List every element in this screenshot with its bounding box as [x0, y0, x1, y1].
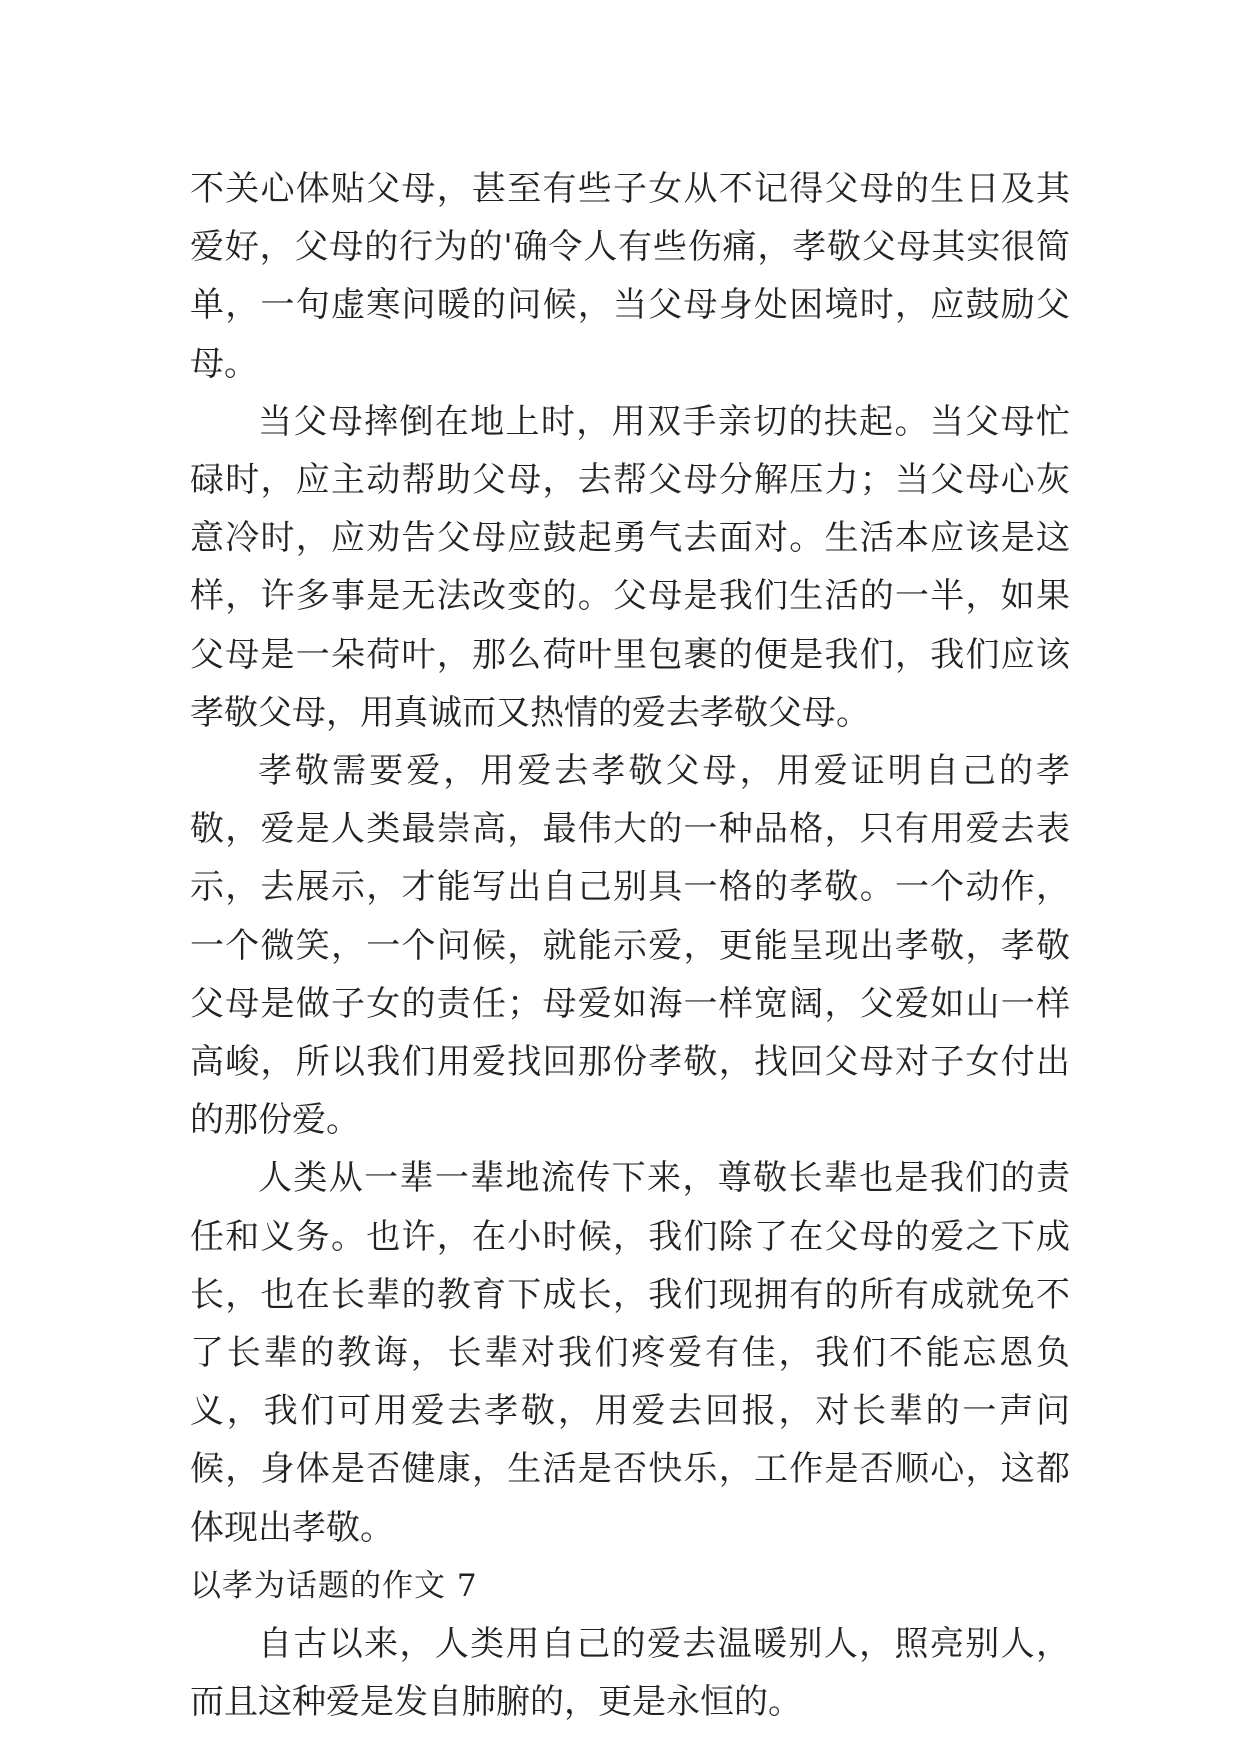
paragraph: 人类从一辈一辈地流传下来，尊敬长辈也是我们的责任和义务。也许，在小时候，我们除了在父母的爱之下成长，也在长辈的教育下成长，我们现拥有的所有成就免不了长辈的教诲，长辈对我们疼爱有佳，我们不能忘恩负义，我们可用爱去孝敬，用爱去回报，对长辈的一声问候，身体是否健康，生活是否快乐，工作是否顺心，这都体现出孝敬。	[190, 1158, 1070, 1548]
paragraph: 孝敬需要爱，用爱去孝敬父母，用爱证明自己的孝敬，爱是人类最崇高，最伟大的一种品格，只有用爱去表示，去展示，才能写出自己别具一格的孝敬。一个动作，一个微笑，一个问候，就能示爱，更能呈现出孝敬，孝敬父母是做子女的责任；母爱如海一样宽阔，父爱如山一样高峻，所以我们用爱找回那份孝敬，找回父母对子女付出的那份爱。	[190, 751, 1070, 1141]
section-title: 以孝为话题的作文 7	[190, 1567, 478, 1604]
document-body	[190, 160, 1070, 1731]
paragraph-continued: 不关心体贴父母，甚至有些子女从不记得父母的生日及其爱好，父母的行为的'确令人有些伤痛，孝敬父母其实很简单，一句虚寒问暖的问候，当父母身处困境时，应鼓励父母。	[190, 169, 1070, 384]
paragraph: 自古以来，人类用自己的爱去温暖别人，照亮别人，而且这种爱是发自肺腑的，更是永恒的。	[190, 1624, 1070, 1723]
paragraph: 当父母摔倒在地上时，用双手亲切的扶起。当父母忙碌时，应主动帮助父母，去帮父母分解压力；当父母心灰意冷时，应劝告父母应鼓起勇气去面对。生活本应该是这样，许多事是无法改变的。父母是我们生活的一半，如果父母是一朵荷叶，那么荷叶里包裹的便是我们，我们应该孝敬父母，用真诚而又热情的爱去孝敬父母。	[190, 401, 1070, 733]
